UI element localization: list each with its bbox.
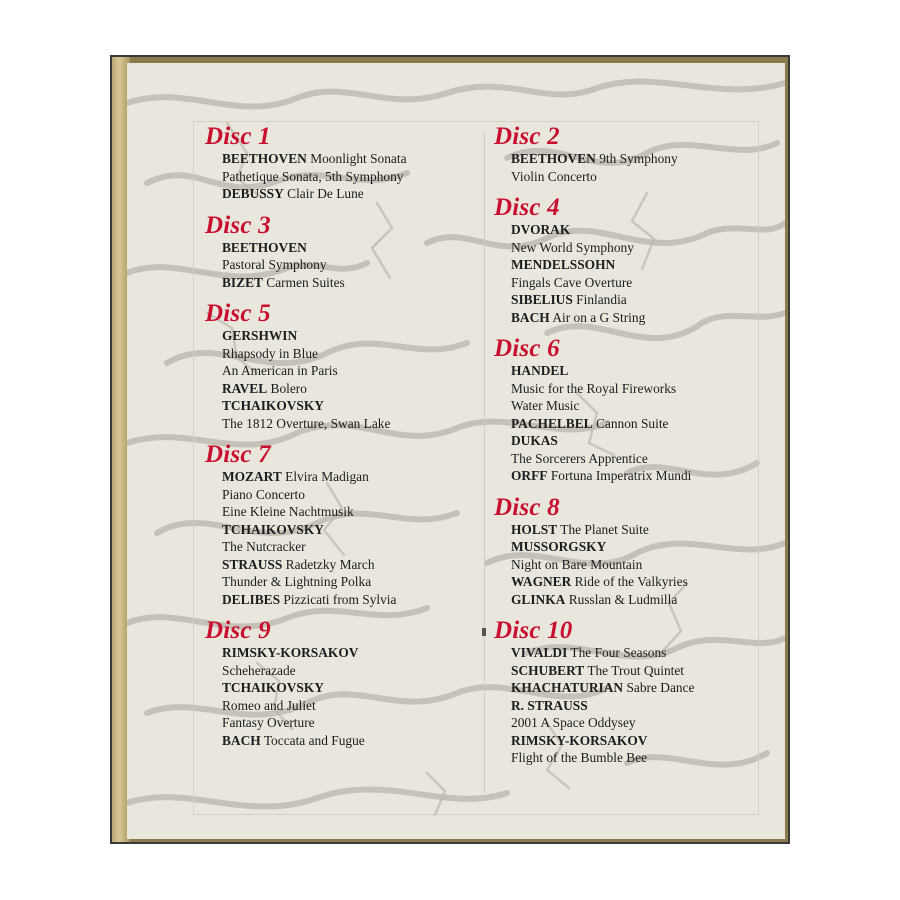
work-title: Violin Concerto (511, 168, 597, 184)
track-line (511, 415, 754, 433)
track-line (222, 274, 475, 292)
composer-name: WAGNER (511, 574, 572, 589)
track-line (511, 714, 754, 732)
track-line (222, 362, 475, 380)
track-line (222, 415, 475, 433)
disc-section (494, 335, 754, 485)
work-title: Pastoral Symphony (222, 257, 327, 272)
divider-mark (482, 628, 486, 636)
track-list (511, 521, 754, 609)
track-line (222, 397, 475, 415)
track-line (222, 327, 475, 345)
work-title: 2001 A Space Oddysey (511, 715, 636, 730)
disc-title: Disc 1 (205, 123, 271, 150)
track-line (511, 644, 754, 662)
left-column (205, 123, 475, 749)
track-line (222, 468, 475, 486)
composer-name: RAVEL (222, 380, 268, 396)
track-line (222, 573, 475, 591)
work-title: Clair De Lune (287, 186, 364, 201)
disc-spacer (205, 608, 475, 617)
track-line (511, 239, 754, 257)
track-line (511, 591, 754, 609)
track-line (511, 662, 754, 680)
work-title: Scheherazade (222, 662, 296, 678)
track-line (511, 432, 754, 450)
disc-title: Disc 5 (205, 300, 271, 327)
disc-spacer (494, 608, 754, 617)
work-title: Eine Kleine Nachtmusik (222, 504, 354, 519)
disc-spacer (494, 485, 754, 494)
disc-spacer (494, 326, 754, 335)
disc-section (205, 441, 475, 608)
track-line (222, 345, 475, 363)
track-line (511, 521, 754, 539)
track-line (222, 662, 475, 680)
composer-name: RIMSKY-KORSAKOV (511, 732, 648, 748)
disc-section (494, 123, 754, 185)
track-line (511, 450, 754, 468)
work-title: Radetzky March (285, 556, 375, 572)
composer-name: ORFF (511, 468, 548, 483)
work-title: Bolero (270, 380, 307, 396)
work-title: 9th Symphony (599, 151, 678, 166)
composer-name: GERSHWIN (222, 328, 298, 343)
marble-panel (127, 63, 785, 839)
track-list (511, 150, 754, 185)
track-line (222, 538, 475, 556)
composer-name: R. STRAUSS (511, 697, 588, 713)
track-line (222, 168, 475, 186)
composer-name: DEBUSSY (222, 186, 284, 201)
work-title: Romeo and Juliet (222, 697, 316, 713)
track-list (222, 644, 475, 749)
composer-name: DELIBES (222, 591, 281, 607)
track-line (222, 486, 475, 504)
track-line (511, 749, 754, 767)
work-title: Sabre Dance (626, 680, 695, 695)
composer-name: BACH (511, 309, 550, 325)
track-line (511, 256, 754, 274)
work-title: The Four Seasons (570, 645, 667, 660)
work-title: Rhapsody in Blue (222, 345, 318, 361)
composer-name: HOLST (511, 521, 558, 537)
track-list (222, 239, 475, 292)
track-line (511, 274, 754, 292)
track-list (511, 644, 754, 767)
disc-title: Disc 3 (205, 211, 271, 239)
composer-name: DUKAS (511, 433, 558, 448)
composer-name: RIMSKY-KORSAKOV (222, 645, 359, 660)
track-line (222, 591, 475, 609)
track-line (511, 538, 754, 556)
track-line (222, 714, 475, 732)
track-line (511, 732, 754, 750)
track-line (222, 256, 475, 274)
composer-name: DVORAK (511, 222, 571, 237)
disc-section (205, 123, 475, 203)
work-title: New World Symphony (511, 239, 634, 255)
work-title: Pathetique Sonata, 5th Symphony (222, 168, 404, 184)
disc-title: Disc 7 (205, 441, 271, 468)
disc-spacer (205, 291, 475, 300)
disc-section (494, 194, 754, 326)
work-title: The Trout Quintet (587, 662, 685, 678)
work-title: Toccata and Fugue (263, 732, 365, 748)
disc-spacer (205, 203, 475, 212)
work-title: Finlandia (576, 292, 627, 307)
composer-name: BEETHOVEN (222, 239, 307, 255)
disc-section (494, 494, 754, 609)
composer-name: MUSSORGSKY (511, 539, 607, 554)
disc-section (205, 617, 475, 749)
track-line (511, 679, 754, 697)
track-line (511, 467, 754, 485)
work-title: Pizzicati from Sylvia (283, 591, 397, 607)
work-title: The Nutcracker (222, 539, 306, 554)
disc-section (494, 617, 754, 767)
composer-name: TCHAIKOVSKY (222, 398, 324, 413)
composer-name: SIBELIUS (511, 292, 573, 307)
composer-name: GLINKA (511, 591, 566, 607)
disc-section (205, 300, 475, 432)
right-column (494, 123, 754, 767)
track-line (222, 679, 475, 697)
composer-name: SCHUBERT (511, 662, 585, 678)
composer-name: MOZART (222, 469, 282, 484)
track-line (511, 362, 754, 380)
track-list (511, 362, 754, 485)
composer-name: STRAUSS (222, 556, 283, 572)
work-title: The 1812 Overture, Swan Lake (222, 415, 391, 431)
work-title: Fortuna Imperatrix Mundi (550, 468, 692, 483)
work-title: Russlan & Ludmilla (568, 591, 678, 607)
work-title: An American in Paris (222, 363, 338, 378)
track-list (511, 221, 754, 326)
track-line (511, 168, 754, 186)
composer-name: HANDEL (511, 363, 569, 378)
track-line (222, 644, 475, 662)
track-line (222, 380, 475, 398)
track-line (511, 697, 754, 715)
track-line (511, 309, 754, 327)
composer-name: BEETHOVEN (222, 151, 307, 166)
work-title: Moonlight Sonata (310, 151, 407, 166)
track-list (222, 327, 475, 432)
disc-title: Disc 2 (494, 123, 560, 150)
cd-box-back (112, 57, 788, 842)
work-title: Cannon Suite (595, 415, 669, 431)
disc-title: Disc 4 (494, 194, 560, 221)
work-title: Night on Bare Mountain (511, 556, 643, 572)
track-line (511, 397, 754, 415)
track-line (511, 150, 754, 168)
composer-name: KHACHATURIAN (511, 680, 624, 695)
disc-spacer (205, 432, 475, 441)
composer-name: BIZET (222, 274, 263, 290)
work-title: The Planet Suite (560, 521, 649, 537)
track-line (511, 221, 754, 239)
disc-title: Disc 9 (205, 617, 271, 644)
composer-name: MENDELSSOHN (511, 257, 616, 272)
track-line (511, 573, 754, 591)
work-title: Air on a G String (552, 309, 646, 325)
track-line (222, 150, 475, 168)
disc-spacer (494, 185, 754, 194)
work-title: Elvira Madigan (285, 469, 369, 484)
disc-title: Disc 8 (494, 493, 560, 521)
track-line (222, 697, 475, 715)
composer-name: BACH (222, 732, 261, 748)
track-line (222, 185, 475, 203)
work-title: The Sorcerers Apprentice (511, 450, 648, 466)
work-title: Flight of the Bumble Bee (511, 750, 648, 765)
column-divider (484, 133, 485, 793)
disc-title: Disc 10 (494, 617, 573, 644)
work-title: Thunder & Lightning Polka (222, 574, 372, 589)
track-line (511, 291, 754, 309)
work-title: Music for the Royal Fireworks (511, 380, 677, 396)
composer-name: BEETHOVEN (511, 151, 596, 166)
track-list (222, 150, 475, 203)
composer-name: VIVALDI (511, 645, 568, 660)
work-title: Fantasy Overture (222, 715, 315, 730)
track-line (222, 732, 475, 750)
composer-name: TCHAIKOVSKY (222, 521, 324, 537)
work-title: Carmen Suites (266, 274, 345, 290)
track-line (222, 521, 475, 539)
work-title: Water Music (511, 398, 580, 413)
track-line (222, 556, 475, 574)
work-title: Ride of the Valkyries (574, 574, 688, 589)
work-title: Fingals Cave Overture (511, 274, 633, 290)
track-list (222, 468, 475, 608)
disc-title: Disc 6 (494, 335, 560, 362)
disc-section (205, 212, 475, 292)
composer-name: PACHELBEL (511, 415, 593, 431)
track-line (222, 239, 475, 257)
work-title: Piano Concerto (222, 486, 305, 502)
track-line (511, 380, 754, 398)
track-line (511, 556, 754, 574)
composer-name: TCHAIKOVSKY (222, 680, 324, 695)
track-line (222, 503, 475, 521)
